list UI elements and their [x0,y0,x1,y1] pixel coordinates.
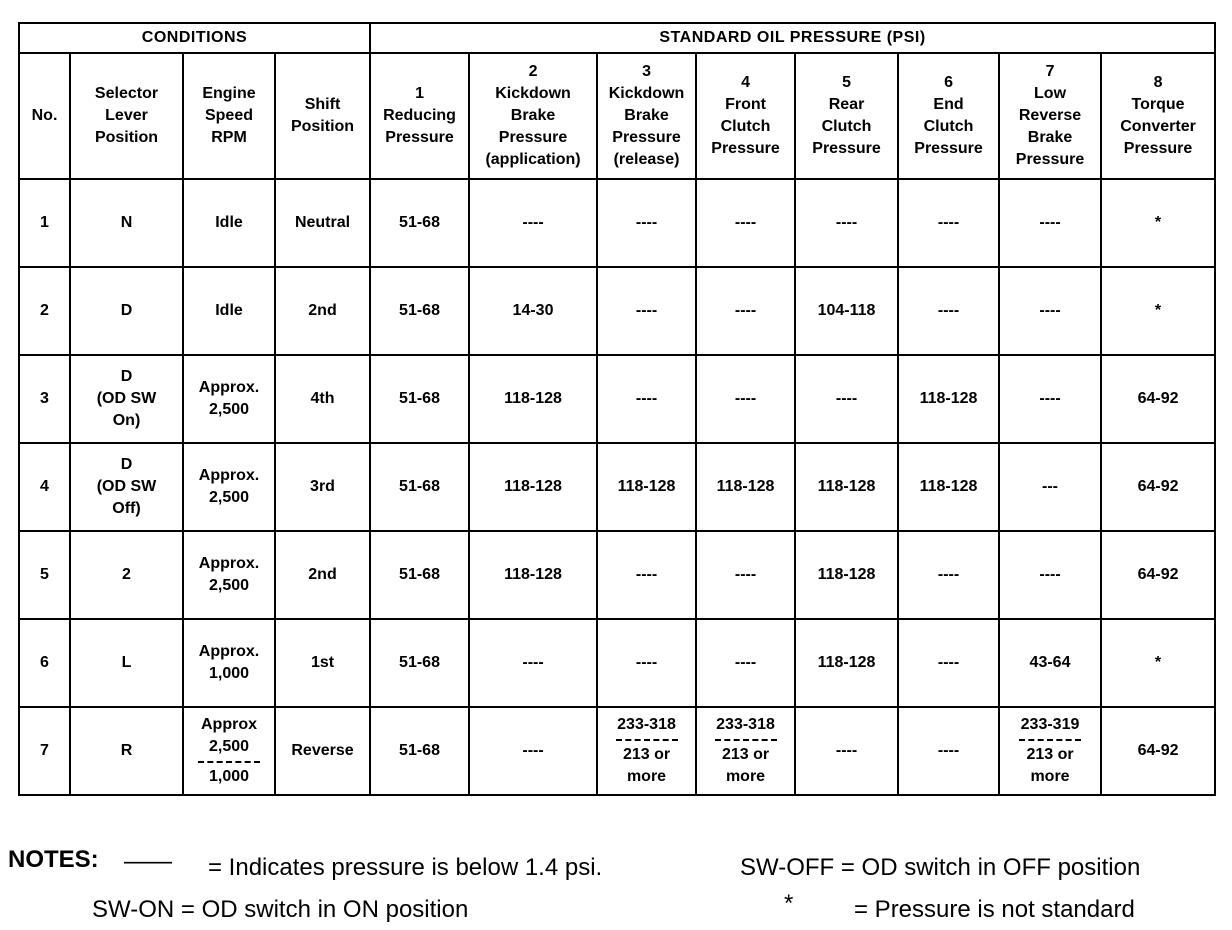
cell-end: ---- [898,531,999,619]
star-legend-symbol: * [784,890,794,917]
cell-front: ---- [696,179,795,267]
cell-kd-rel: ---- [597,267,696,355]
cell-selector: N [70,179,183,267]
cell-reducing: 51-68 [370,443,469,531]
cell-line: Off) [112,500,141,517]
cell-no: 4 [19,443,70,531]
cell-rear: 118-128 [795,443,898,531]
cell-front: 118-128 [696,443,795,531]
cell-low-rev [999,707,1101,795]
cell-line: 213 or [721,746,770,763]
cell-reducing: 51-68 [370,355,469,443]
column-header [795,53,898,179]
column-header-row [19,53,1215,179]
column-header-line: Pressure [914,140,983,157]
column-header-line: Selector [94,85,159,102]
column-header-line: 4 [741,74,750,91]
table-row [19,443,1215,531]
standard-oil-pressure-header: STANDARD OIL PRESSURE (PSI) [370,23,1215,53]
cell-line: 2,500 [208,738,250,755]
cell-front: ---- [696,267,795,355]
cell-reducing: 51-68 [370,619,469,707]
sw-on-legend: SW-ON = OD switch in ON position [92,896,469,923]
cell-speed [183,355,275,443]
cell-selector: R [70,707,183,795]
sw-off-legend: SW-OFF = OD switch in OFF position [740,854,1141,881]
cell-low-rev: 43-64 [999,619,1101,707]
column-header-line: RPM [211,129,247,146]
cell-shift: 2nd [275,267,370,355]
column-header-line: Lever [105,107,148,124]
column-header [70,53,183,179]
cell-reducing: 51-68 [370,179,469,267]
column-header-line: Engine [202,85,256,102]
cell-kd-app: 118-128 [469,531,597,619]
column-header [999,53,1101,179]
column-header [898,53,999,179]
column-header-line: Pressure [711,140,780,157]
cell-line: 2,500 [208,401,250,418]
cell-rear: ---- [795,355,898,443]
cell-line: Approx. [198,467,260,484]
column-header [469,53,597,179]
cell-line: (OD SW [96,390,157,407]
cell-kd-rel: ---- [597,619,696,707]
column-header-line: Rear [828,96,865,113]
cell-line: 213 or [1026,746,1074,763]
cell-end: ---- [898,267,999,355]
cell-reducing: 51-68 [370,707,469,795]
column-header [19,53,70,179]
cell-speed: Idle [183,267,275,355]
column-header-line: 8 [1153,74,1163,91]
cell-shift: Neutral [275,179,370,267]
column-header-line: Torque [1131,96,1185,113]
column-header-line: 3 [642,63,651,80]
notes-section [8,840,1218,930]
column-header-line: Low [1034,85,1067,102]
cell-line: 2,500 [208,577,250,594]
cell-reducing: 51-68 [370,531,469,619]
cell-rear: 118-128 [795,619,898,707]
cell-line: Approx [201,716,257,733]
column-header-line: (release) [613,151,680,168]
cell-end: 118-128 [898,443,999,531]
column-header-line: 6 [944,74,953,91]
cell-speed [183,531,275,619]
cell-end: 118-128 [898,355,999,443]
cell-line: 1,000 [208,768,250,785]
cell-selector [70,355,183,443]
cell-shift: 4th [275,355,370,443]
cell-line: more [626,768,667,785]
cell-line: D [120,456,133,473]
column-header-line: Converter [1120,118,1196,135]
value-separator [198,761,260,763]
cell-no: 3 [19,355,70,443]
cell-kd-app: ---- [469,179,597,267]
column-header-line: Kickdown [608,85,685,102]
table-row [19,267,1215,355]
cell-line: 1,000 [208,665,250,682]
column-header-line: Pressure [612,129,681,146]
column-header-line: Speed [204,107,253,124]
cell-no: 7 [19,707,70,795]
cell-line: (OD SW [96,478,157,495]
value-separator [616,739,678,741]
table-row [19,179,1215,267]
column-header-line: Position [94,129,159,146]
cell-no: 6 [19,619,70,707]
column-header-line: Pressure [1015,151,1085,168]
column-header-line: Reverse [1018,107,1082,124]
group-header-row [19,23,1215,53]
column-header [275,53,370,179]
cell-line: 213 or [622,746,671,763]
column-header [696,53,795,179]
column-header-line: Reducing [383,107,456,124]
column-header-line: Clutch [821,118,872,135]
cell-kd-app: 118-128 [469,355,597,443]
notes-label: NOTES: [8,846,99,873]
dash-legend-symbol: —— [124,848,172,875]
cell-kd-rel [597,707,696,795]
cell-reducing: 51-68 [370,267,469,355]
column-header-line: Clutch [923,118,974,135]
cell-end: ---- [898,179,999,267]
column-header-line: Position [290,118,355,135]
cell-low-rev: ---- [999,355,1101,443]
value-separator [1019,739,1081,741]
cell-selector: 2 [70,531,183,619]
column-header-line: Front [725,96,766,113]
column-header-line: Pressure [498,129,568,146]
cell-kd-app: ---- [469,707,597,795]
cell-torque: 64-92 [1101,531,1215,619]
cell-line: more [1030,768,1070,785]
column-header-line: Kickdown [495,85,571,102]
cell-shift: Reverse [275,707,370,795]
cell-torque: * [1101,179,1215,267]
cell-kd-rel: ---- [597,355,696,443]
cell-kd-rel: 118-128 [597,443,696,531]
cell-speed: Idle [183,179,275,267]
cell-end: ---- [898,707,999,795]
cell-no: 5 [19,531,70,619]
column-header-line: Pressure [1123,140,1193,157]
cell-rear: 104-118 [795,267,898,355]
column-header [597,53,696,179]
column-header-line: 7 [1045,63,1055,80]
cell-torque: * [1101,267,1215,355]
column-header [183,53,275,179]
value-separator [715,739,777,741]
cell-torque: 64-92 [1101,443,1215,531]
cell-line: 233-319 [1020,716,1080,733]
cell-kd-app: 118-128 [469,443,597,531]
dash-legend-text: = Indicates pressure is below 1.4 psi. [208,854,603,881]
cell-end: ---- [898,619,999,707]
cell-shift: 1st [275,619,370,707]
cell-front: ---- [696,531,795,619]
cell-line: On) [112,412,141,429]
cell-shift: 2nd [275,531,370,619]
column-header-line: 5 [842,74,851,91]
column-header-line: 1 [415,85,424,102]
cell-speed [183,707,275,795]
cell-line: Approx. [198,555,260,572]
column-header-line: (application) [485,151,581,168]
table-row [19,619,1215,707]
cell-torque: * [1101,619,1215,707]
column-header-line: 2 [528,63,538,80]
column-header-line: Pressure [812,140,881,157]
column-header [1101,53,1215,179]
cell-kd-app: ---- [469,619,597,707]
cell-selector: D [70,267,183,355]
star-legend-text: = Pressure is not standard [854,896,1135,923]
table-row [19,355,1215,443]
cell-line: 233-318 [617,716,676,733]
cell-kd-app: 14-30 [469,267,597,355]
column-header-line: No. [31,107,58,124]
column-header-line: Pressure [385,129,454,146]
column-header-line: Shift [304,96,341,113]
column-header-line: Brake [510,107,556,124]
cell-no: 1 [19,179,70,267]
cell-line: more [725,768,766,785]
cell-selector [70,443,183,531]
cell-line: 233-318 [716,716,775,733]
cell-line: 2,500 [208,489,250,506]
conditions-header: CONDITIONS [19,23,370,53]
cell-front [696,707,795,795]
column-header-line: Brake [1027,129,1073,146]
cell-speed [183,443,275,531]
cell-selector: L [70,619,183,707]
cell-rear: ---- [795,707,898,795]
cell-speed [183,619,275,707]
table-row [19,707,1215,795]
column-header [370,53,469,179]
cell-low-rev: --- [999,443,1101,531]
cell-front: ---- [696,355,795,443]
cell-rear: ---- [795,179,898,267]
cell-line: Approx. [198,643,260,660]
cell-kd-rel: ---- [597,531,696,619]
cell-line: D [120,368,133,385]
column-header-line: End [933,96,964,113]
cell-shift: 3rd [275,443,370,531]
cell-torque: 64-92 [1101,355,1215,443]
oil-pressure-table [18,22,1216,796]
column-header-line: Clutch [720,118,771,135]
cell-low-rev: ---- [999,179,1101,267]
oil-pressure-table-container [18,22,1216,796]
table-row [19,531,1215,619]
cell-kd-rel: ---- [597,179,696,267]
cell-low-rev: ---- [999,531,1101,619]
cell-torque: 64-92 [1101,707,1215,795]
column-header-line: Brake [624,107,669,124]
cell-front: ---- [696,619,795,707]
cell-line: Approx. [198,379,260,396]
cell-rear: 118-128 [795,531,898,619]
cell-low-rev: ---- [999,267,1101,355]
cell-no: 2 [19,267,70,355]
